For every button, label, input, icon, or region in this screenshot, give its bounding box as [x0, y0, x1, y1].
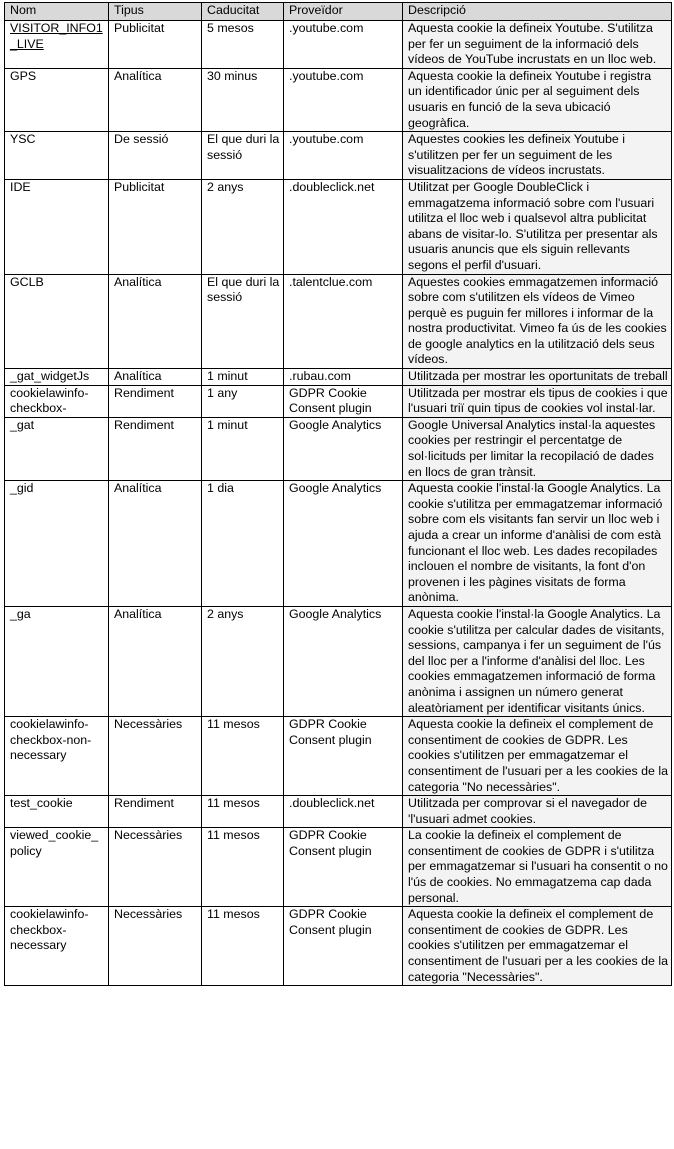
cell-caducitat: 5 mesos [202, 21, 284, 69]
table-row [5, 417, 672, 480]
cell-caducitat: 11 mesos [202, 907, 284, 986]
cell-tipus: Analítica [109, 606, 202, 716]
cell-proveidor: Google Analytics [284, 606, 403, 716]
table-row [5, 21, 672, 69]
cell-tipus: Necessàries [109, 828, 202, 907]
cell-tipus: Rendiment [109, 385, 202, 417]
cell-tipus: Necessàries [109, 717, 202, 796]
cell-proveidor: .talentclue.com [284, 274, 403, 369]
header-proveidor: Proveïdor [284, 3, 403, 21]
cell-caducitat: El que duri la sessió [202, 274, 284, 369]
cell-tipus: Analítica [109, 68, 202, 131]
table-row [5, 274, 672, 369]
table-row [5, 796, 672, 828]
cell-tipus: Analítica [109, 481, 202, 607]
cell-tipus: Necessàries [109, 907, 202, 986]
cell-nom: YSC [5, 132, 109, 180]
table-row [5, 717, 672, 796]
cell-proveidor: Google Analytics [284, 417, 403, 480]
cell-caducitat: 1 minut [202, 369, 284, 386]
cell-descripcio: Aquesta cookie l'instal·la Google Analytics. La cookie s'utilitza per emmagatzemar informació sobre com els visitants fan servir un lloc web i ajuda a crear un informe d'anàlisi de com està funcionant el lloc web. Les dades recopilades inclouen el nombre de visitants, la font d'on provenen i les pàgines visitats de forma anònima. [403, 481, 672, 607]
cell-nom: viewed_cookie_policy [5, 828, 109, 907]
cell-tipus: Rendiment [109, 417, 202, 480]
cell-descripcio: Aquesta cookie la defineix Youtube. S'utilitza per fer un seguiment de la informació dels vídeos de YouTube incrustats en un lloc web. [403, 21, 672, 69]
cell-proveidor: .youtube.com [284, 21, 403, 69]
cell-nom: cookielawinfo-checkbox-non-necessary [5, 717, 109, 796]
cell-caducitat: 1 minut [202, 417, 284, 480]
cell-tipus: Publicitat [109, 179, 202, 274]
table-row [5, 907, 672, 986]
table-row [5, 369, 672, 386]
cell-proveidor: .youtube.com [284, 68, 403, 131]
cell-descripcio: Aquestes cookies emmagatzemen informació sobre com s'utilitzen els vídeos de Vimeo perquè es puguin fer millores i informar de la nostra productivitat. Vimeo fa ús de les cookies de google analytics en la utilització dels seus vídeos. [403, 274, 672, 369]
cell-descripcio: Aquesta cookie la defineix el complement de consentiment de cookies de GDPR. Les cookies s'utilitzen per emmagatzemar el consentiment de l'usuari per a les cookies de la categoria "Necessàries". [403, 907, 672, 986]
cell-nom: GCLB [5, 274, 109, 369]
table-row [5, 132, 672, 180]
cell-descripcio: Utilitzada per mostrar les oportunitats de treball [403, 369, 672, 386]
cell-nom: cookielawinfo-checkbox- [5, 385, 109, 417]
cell-caducitat: 2 anys [202, 606, 284, 716]
header-descripcio: Descripció [403, 3, 672, 21]
cell-proveidor: .doubleclick.net [284, 179, 403, 274]
cell-descripcio: Aquesta cookie l'instal·la Google Analytics. La cookie s'utilitza per calcular dades de visitants, sessions, campanya i fer un seguiment de l'ús del lloc per a l'informe d'anàlisi del lloc. Les cookies emmagatzemen informació de forma anònima i assignen un número generat aleatòriament per identificar visitants únics. [403, 606, 672, 716]
cell-caducitat: 11 mesos [202, 796, 284, 828]
cell-caducitat: 1 any [202, 385, 284, 417]
cell-descripcio: Google Universal Analytics instal·la aquestes cookies per restringir el percentatge de sol·licituds per limitar la recopilació de dades en llocs de gran trànsit. [403, 417, 672, 480]
header-tipus: Tipus [109, 3, 202, 21]
cell-nom: _gat_widgetJs [5, 369, 109, 386]
cell-tipus: Analítica [109, 369, 202, 386]
cell-descripcio: Utilitzada per mostrar els tipus de cookies i que l'usuari triï quin tipus de cookies vol instal·lar. [403, 385, 672, 417]
cell-tipus: Publicitat [109, 21, 202, 69]
cookies-table [4, 2, 672, 986]
header-nom: Nom [5, 3, 109, 21]
table-row [5, 179, 672, 274]
table-row [5, 606, 672, 716]
cell-nom: _gid [5, 481, 109, 607]
cell-proveidor: .youtube.com [284, 132, 403, 180]
table-row [5, 68, 672, 131]
table-row [5, 828, 672, 907]
table-header-row [5, 3, 672, 21]
header-caducitat: Caducitat [202, 3, 284, 21]
cell-caducitat: El que duri la sessió [202, 132, 284, 180]
cell-proveidor: .doubleclick.net [284, 796, 403, 828]
cell-caducitat: 30 minus [202, 68, 284, 131]
cell-tipus: Analítica [109, 274, 202, 369]
cell-nom: VISITOR_INFO1_LIVE [5, 21, 109, 69]
cell-proveidor: GDPR Cookie Consent plugin [284, 717, 403, 796]
cell-caducitat: 11 mesos [202, 717, 284, 796]
cell-nom: cookielawinfo-checkbox-necessary [5, 907, 109, 986]
cell-nom: IDE [5, 179, 109, 274]
cell-descripcio: La cookie la defineix el complement de consentiment de cookies de GDPR i s'utilitza per emmagatzemar si l'usuari ha consentit o no l'ús de cookies. No emmagatzema cap dada personal. [403, 828, 672, 907]
cell-caducitat: 11 mesos [202, 828, 284, 907]
cell-nom: _gat [5, 417, 109, 480]
cell-proveidor: GDPR Cookie Consent plugin [284, 828, 403, 907]
cell-descripcio: Aquesta cookie la defineix Youtube i registra un identificador únic per al seguiment dels usuaris en funció de la seva ubicació geogràfica. [403, 68, 672, 131]
cell-caducitat: 2 anys [202, 179, 284, 274]
cell-descripcio: Utilitzada per comprovar si el navegador de 'l'usuari admet cookies. [403, 796, 672, 828]
cell-nom: _ga [5, 606, 109, 716]
cell-nom: GPS [5, 68, 109, 131]
cell-proveidor: GDPR Cookie Consent plugin [284, 385, 403, 417]
cell-tipus: Rendiment [109, 796, 202, 828]
cell-tipus: De sessió [109, 132, 202, 180]
cell-proveidor: Google Analytics [284, 481, 403, 607]
table-row [5, 481, 672, 607]
cell-proveidor: GDPR Cookie Consent plugin [284, 907, 403, 986]
cell-nom: test_cookie [5, 796, 109, 828]
cell-caducitat: 1 dia [202, 481, 284, 607]
cell-proveidor: .rubau.com [284, 369, 403, 386]
cell-descripcio: Utilitzat per Google DoubleClick i emmagatzema informació sobre com l'usuari utilitza el lloc web i qualsevol altra publicitat abans de visitar-lo. S'utilitza per presentar als usuaris anuncis que els siguin rellevants segons el perfil d'usuari. [403, 179, 672, 274]
cell-descripcio: Aquestes cookies les defineix Youtube i s'utilitzen per fer un seguiment de les visualitzacions de vídeos incrustats. [403, 132, 672, 180]
cell-descripcio: Aquesta cookie la defineix el complement de consentiment de cookies de GDPR. Les cookies s'utilitzen per emmagatzemar el consentiment de l'usuari per a les cookies de la categoria "No necessàries". [403, 717, 672, 796]
table-row [5, 385, 672, 417]
